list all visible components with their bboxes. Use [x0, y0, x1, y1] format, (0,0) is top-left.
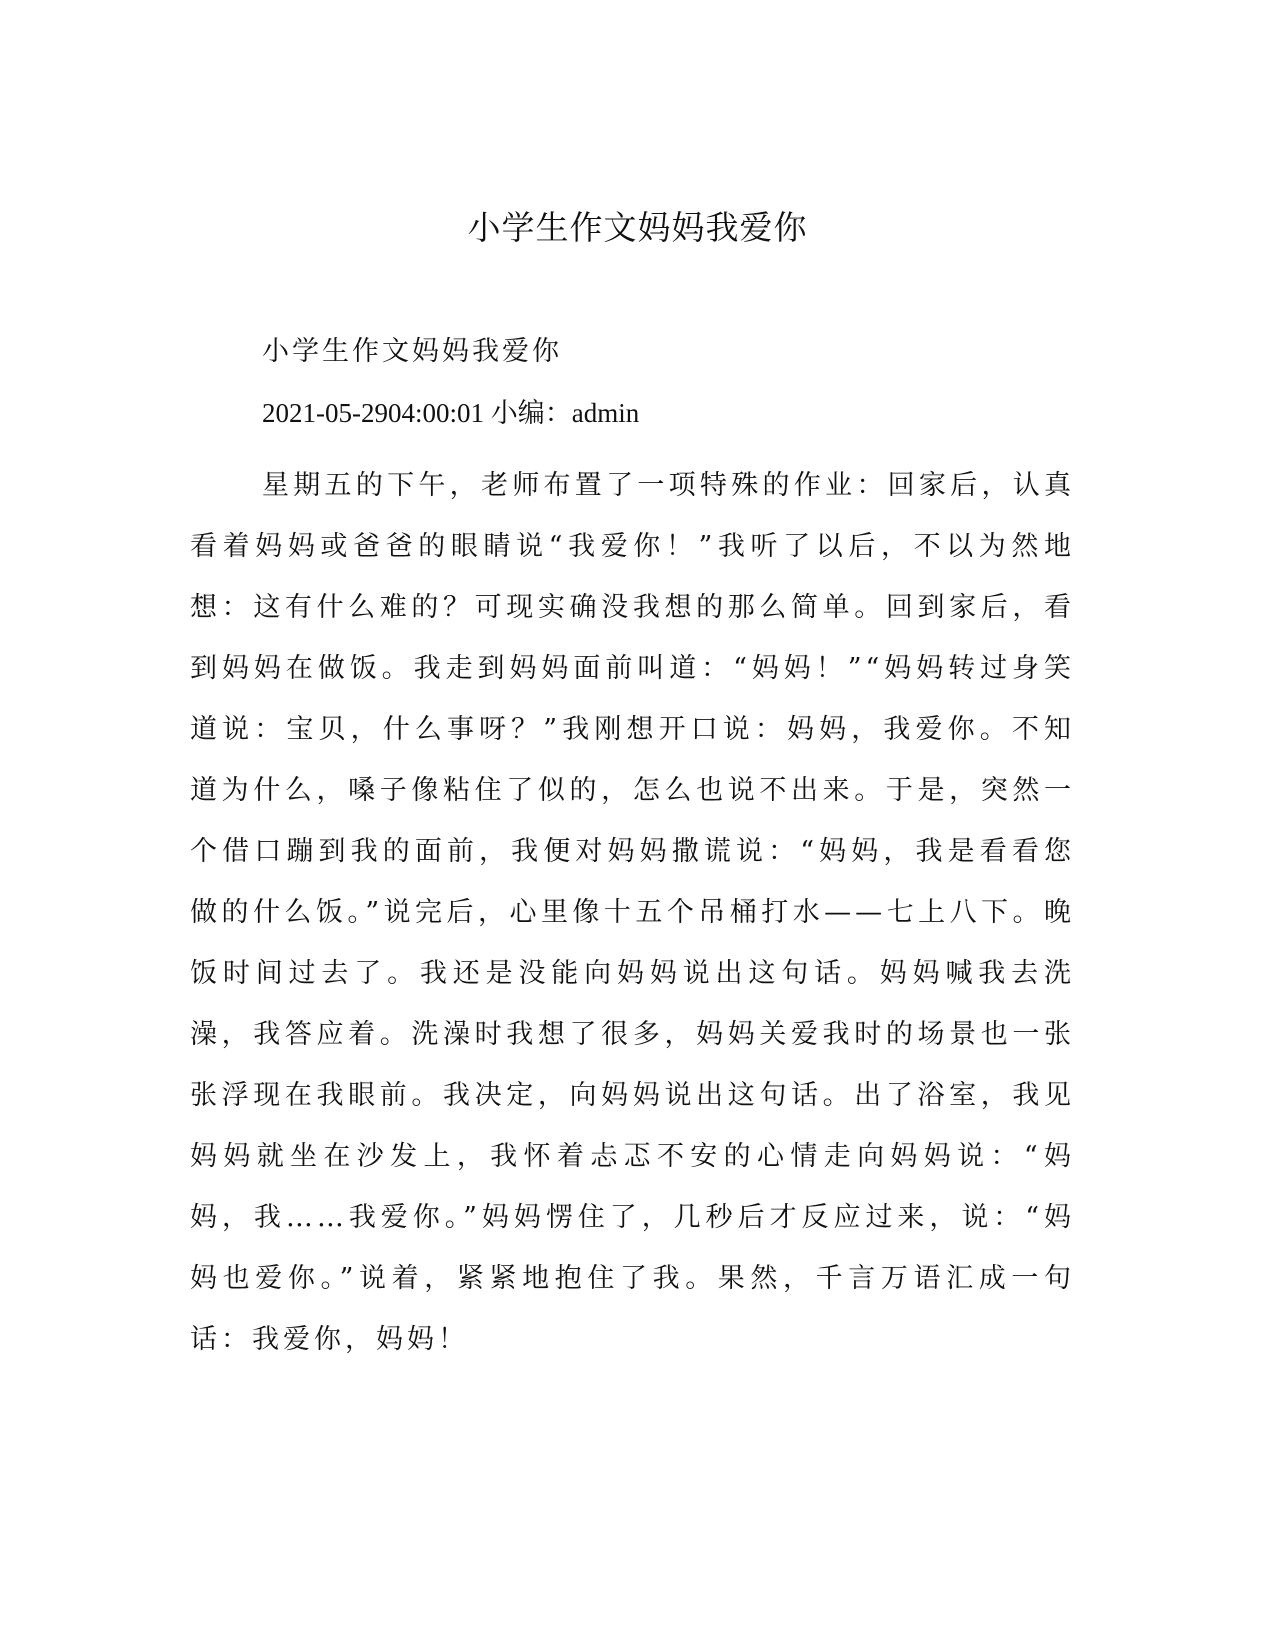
article-body: 星期五的下午，老师布置了一项特殊的作业：回家后，认真看着妈妈或爸爸的眼睛说“我爱你！”我听了以后，不以为然地想：这有什么难的？可现实确没我想的那么简单。回到家后，看到妈妈在做饭。我走到妈妈面前叫道：“妈妈！”“妈妈转过身笑道说：宝贝，什么事呀？”我刚想开口说：妈妈，我爱你。不知道为什么，嗓子像粘住了似的，怎么也说不出来。于是，突然一个借口蹦到我的面前，我便对妈妈撒谎说：“妈妈，我是看看您做的什么饭。”说完后，心里像十五个吊桶打水——七上八下。晚饭时间过去了。我还是没能向妈妈说出这句话。妈妈喊我去洗澡，我答应着。洗澡时我想了很多，妈妈关爱我时的场景也一张张浮现在我眼前。我决定，向妈妈说出这句话。出了浴室，我见妈妈就坐在沙发上，我怀着忐忑不安的心情走向妈妈说：“妈妈，我……我爱你。”妈妈愣住了，几秒后才反应过来，说：“妈妈也爱你。”说着，紧紧地抱住了我。果然，千言万语汇成一句话：我爱你，妈妈！: [190, 470, 1075, 1355]
article-subtitle: 小学生作文妈妈我爱你: [262, 336, 562, 367]
document-title: 小学生作文妈妈我爱你: [467, 208, 808, 247]
article-meta: 2021-05-2904:00:01 小编：admin: [262, 398, 640, 428]
